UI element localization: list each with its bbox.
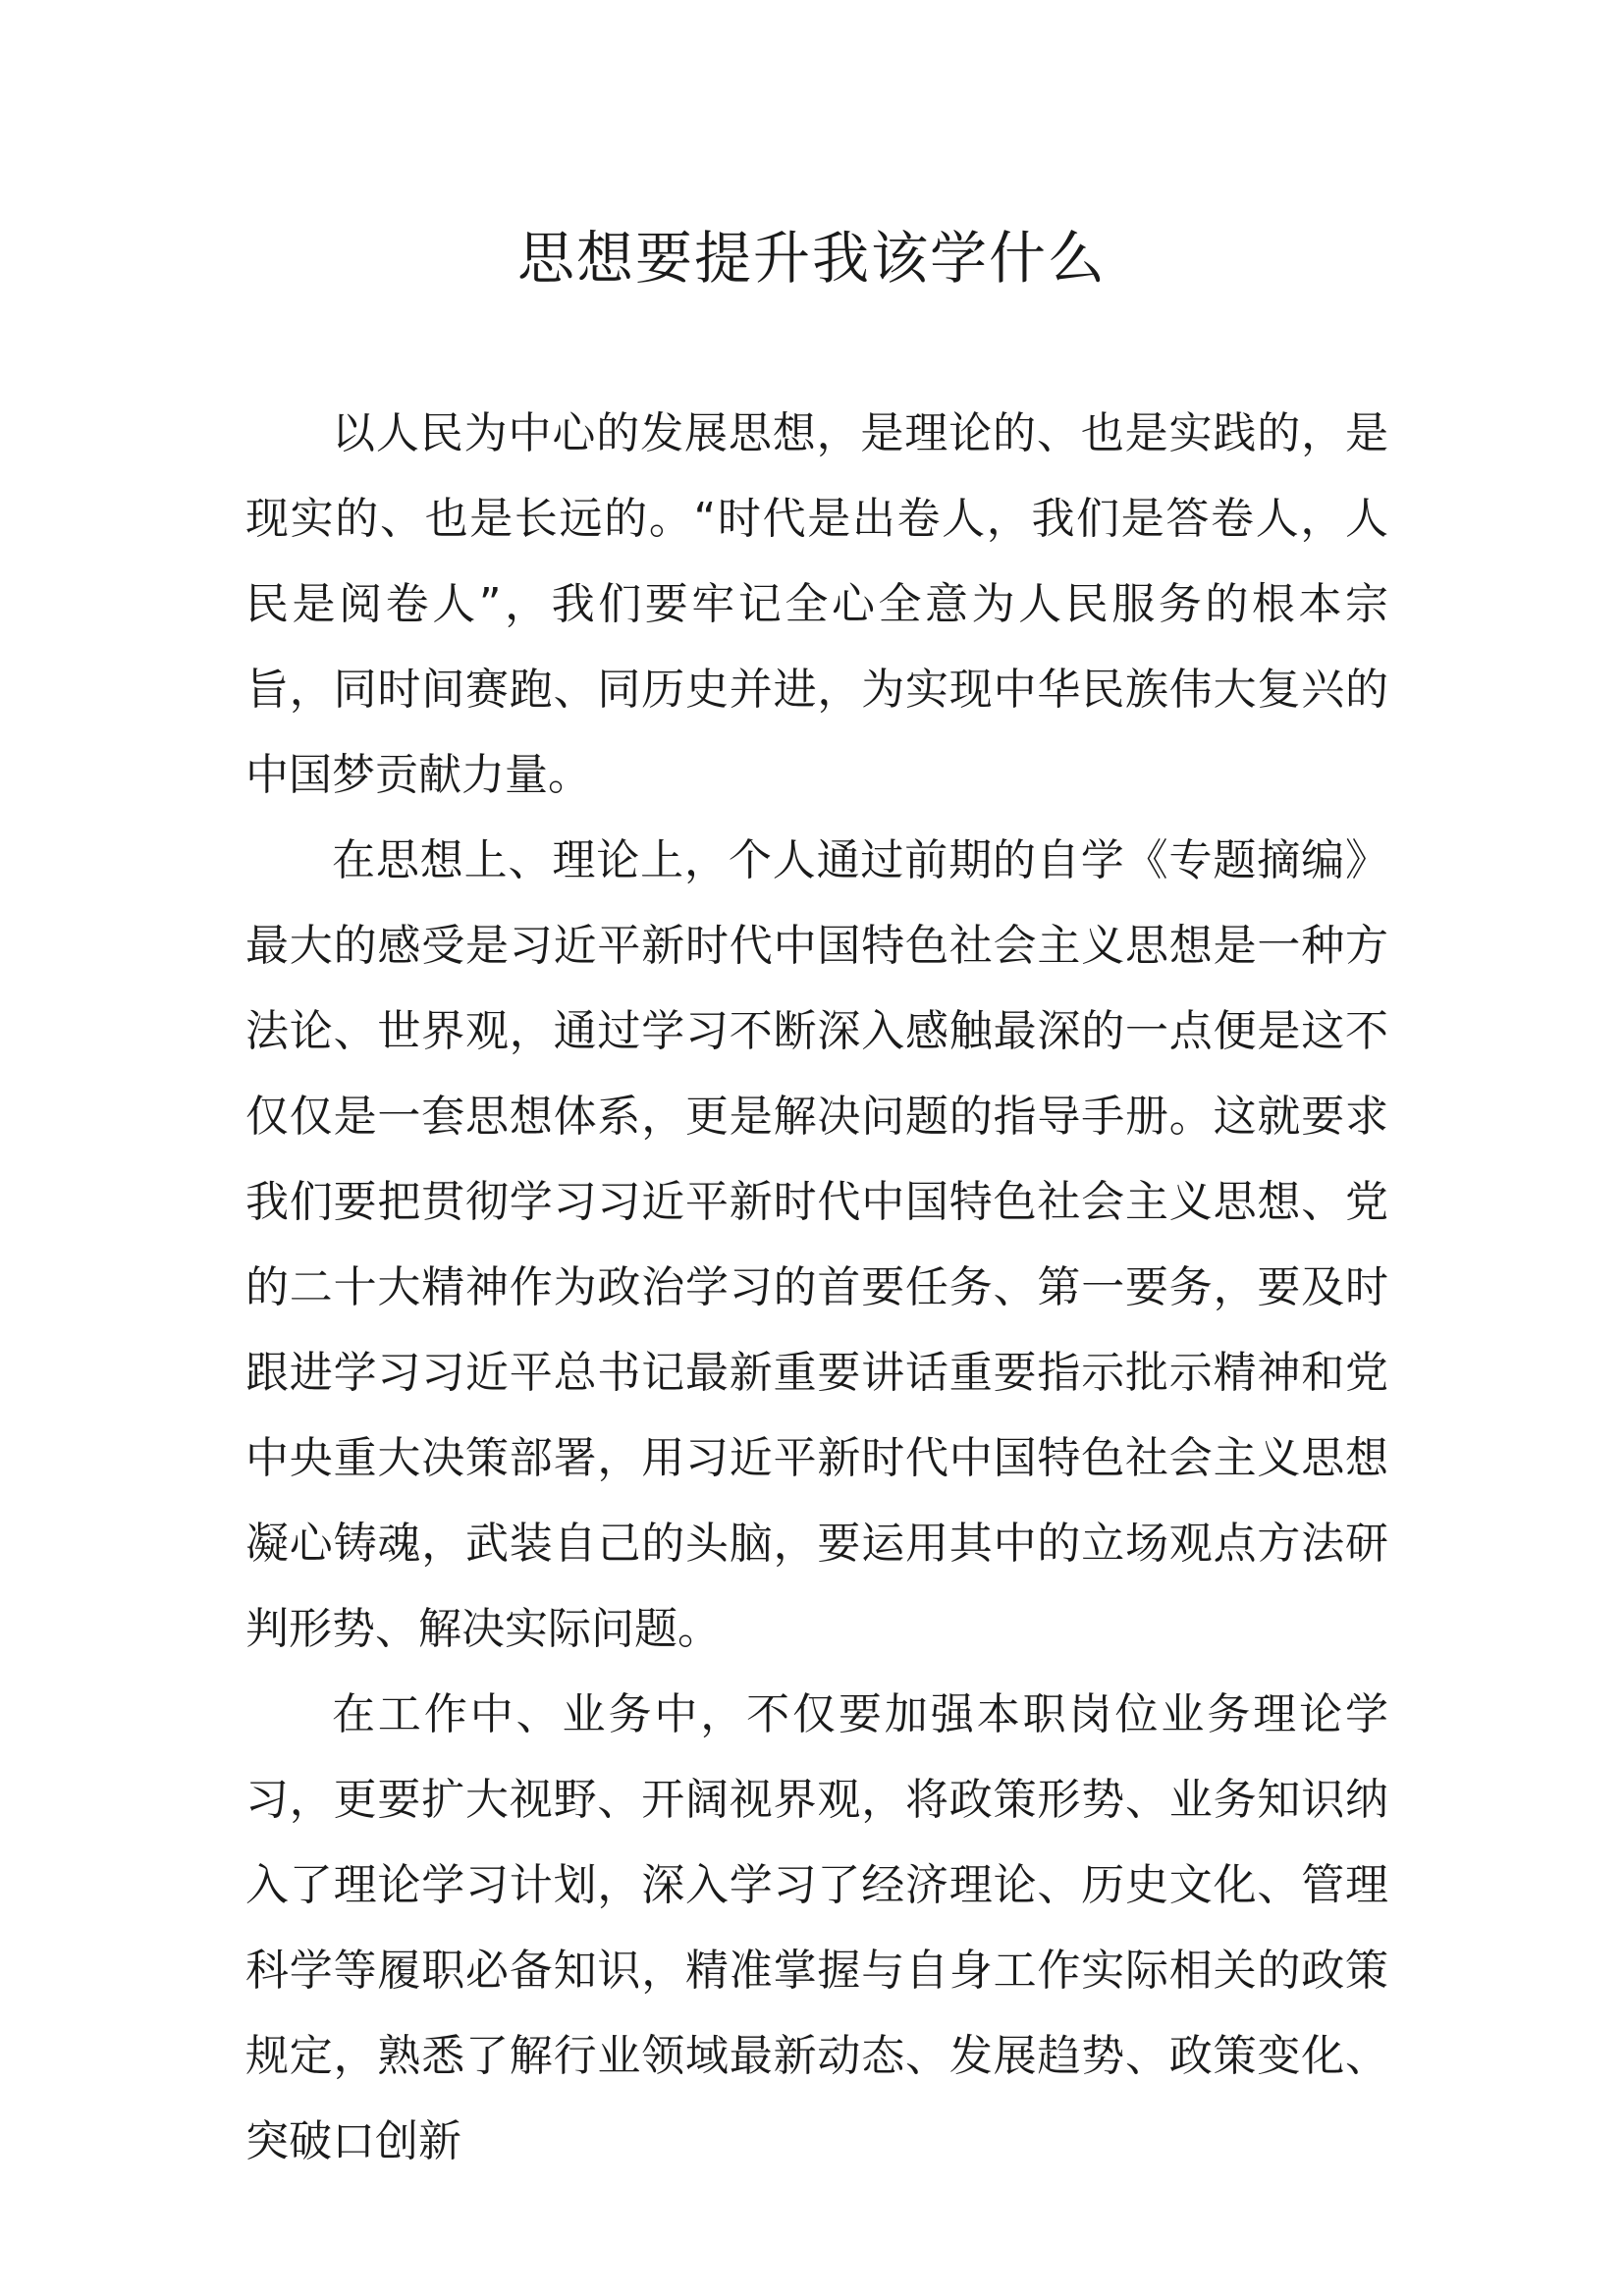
document-title: 思想要提升我该学什么 xyxy=(516,225,1107,292)
paragraph-3: 在工作中、业务中，不仅要加强本职岗位业务理论学习，更要扩大视野、开阔视界观，将政策形势、业务知识纳入了理论学习计划，深入学习了经济理论、历史文化、管理科学等履职必备知识，精准掌握与自身工作实际相关的政策规定，熟悉了解行业领域最新动态、发展趋势、政策变化、突破口创新 xyxy=(245,1689,1388,2166)
paragraph-2: 在思想上、理论上，个人通过前期的自学《专题摘编》最大的感受是习近平新时代中国特色社会主义思想是一种方法论、世界观，通过学习不断深入感触最深的一点便是这不仅仅是一套思想体系，更是解决问题的指导手册。这就要求我们要把贯彻学习习近平新时代中国特色社会主义思想、党的二十大精神作为政治学习的首要任务、第一要务，要及时跟进学习习近平总书记最新重要讲话重要指示批示精神和党中央重大决策部署，用习近平新时代中国特色社会主义思想凝心铸魂，武装自己的头脑，要运用其中的立场观点方法研判形势、解决实际问题。 xyxy=(245,835,1388,1654)
document-body xyxy=(245,391,1388,2184)
paragraph-1: 以人民为中心的发展思想，是理论的、也是实践的，是现实的、也是长远的。“时代是出卷人，我们是答卷人，人民是阅卷人”，我们要牢记全心全意为人民服务的根本宗旨，同时间赛跑、同历史并进，为实现中华民族伟大复兴的中国梦贡献力量。 xyxy=(245,408,1388,800)
